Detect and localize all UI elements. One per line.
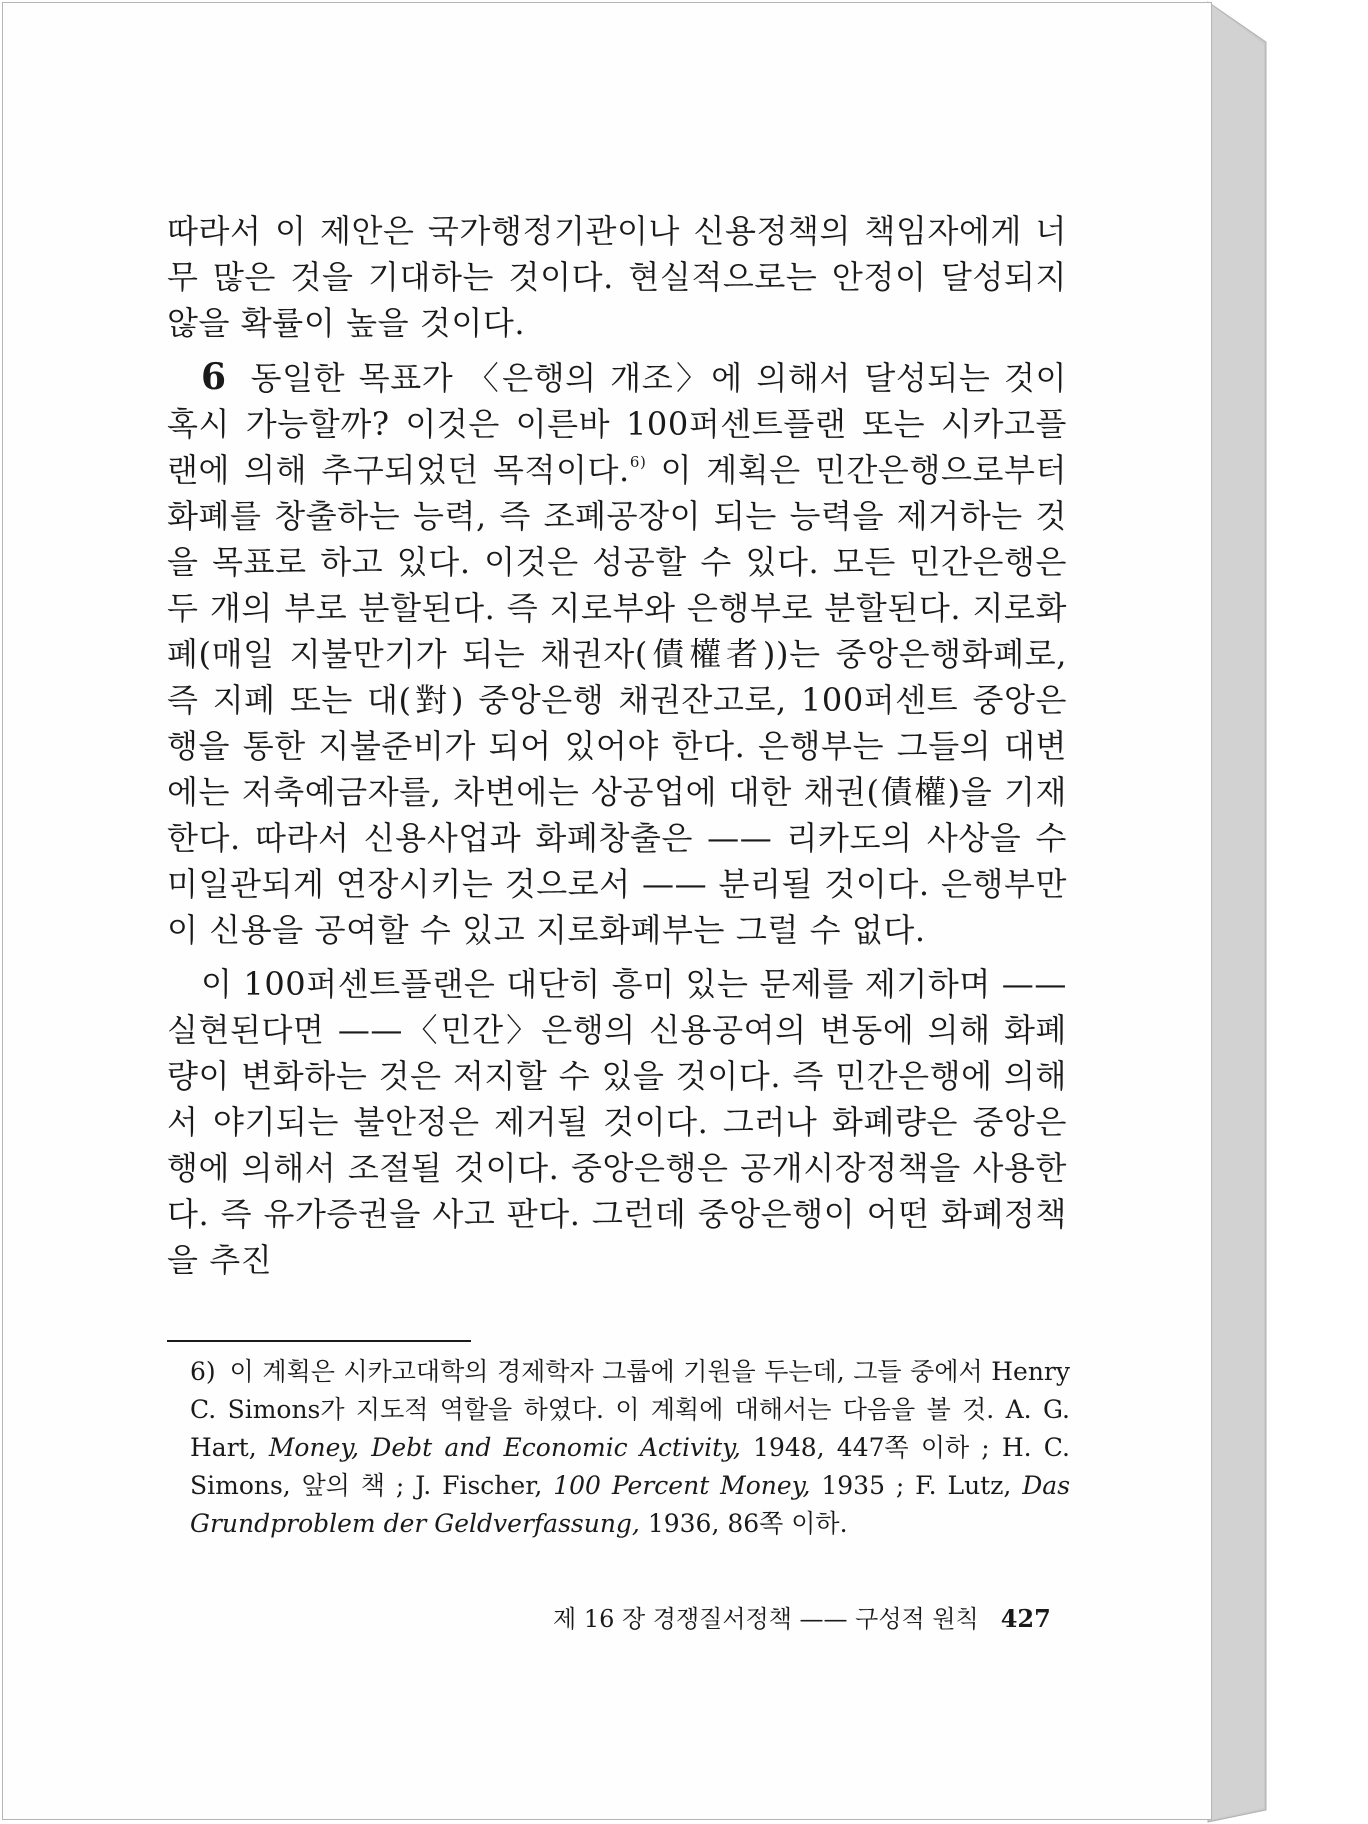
paragraph-2-text-a: 동일한 목표가 〈은행의 개조〉에 의해서 달성되는 것이 혹시 가능할까? 이것은 이른바 100퍼센트플랜 또는 시카고플랜에 의해 추구되었던 목적이다. — [167, 359, 1067, 489]
footnote-number: 6) — [190, 1357, 216, 1386]
footnote-divider — [167, 1340, 471, 1342]
footnote-reference: 6) — [629, 453, 647, 471]
footnote-text-2: 1948, 447쪽 이하 ; H. C. Simons, 앞의 책 ; J. Fischer, — [190, 1433, 1070, 1500]
paragraph-2 — [167, 354, 1067, 953]
footnote-text-3: 1935 ; F. Lutz, — [810, 1471, 1023, 1500]
paragraph-1: 따라서 이 제안은 국가행정기관이나 신용정책의 책임자에게 너무 많은 것을 기대하는 것이다. 현실적으로는 안정이 달성되지 않을 확률이 높을 것이다. — [167, 212, 1067, 342]
page-number: 427 — [1000, 1604, 1051, 1633]
footnote-text-4: 1936, 86쪽 이하. — [639, 1509, 848, 1538]
paragraph-3: 이 100퍼센트플랜은 대단히 흥미 있는 문제를 제기하며 —— 실현된다면 ——〈민간〉은행의 신용공여의 변동에 의해 화폐량이 변화하는 것은 저지할 수 있을 것이다. 즉 민간은행에 의해서 야기되는 불안정은 제거될 것이다. 그러나 화폐량은 중앙은행에 의해서 조절될 것이다. 중앙은행은 공개시장정책을 사용한다. 즉 유가증권을 사고 판다. 그런데 중앙은행이 어떤 화폐정책을 추진 — [167, 965, 1067, 1279]
chapter-title: 제 16 장 경쟁질서정책 —— 구성적 원칙 — [553, 1605, 979, 1633]
section-number: 6 — [201, 356, 227, 398]
footnote-title-3: Das Grundproblem der Geldverfassung, — [190, 1471, 1071, 1538]
footnote-title-1: Money, Debt and Economic Activity, — [268, 1433, 741, 1462]
paragraph-2-text-b: 이 계획은 민간은행으로부터 화폐를 창출하는 능력, 즉 조폐공장이 되는 능력을 제거하는 것을 목표로 하고 있다. 이것은 성공할 수 있다. 모든 민간은행은 두 개의 부로 분할된다. 즉 지로부와 은행부로 분할된다. 지로화폐(매일 지불만기가 되는 채권자(債權者))는 중앙은행화폐로, 즉 지폐 또는 대(對) 중앙은행 채권잔고로, 100퍼센트 중앙은행을 통한 지불준비가 되어 있어야 한다. 은행부는 그들의 대변에는 저축예금자를, 차변에는 상공업에 대한 채권(債權)을 기재한다. 따라서 신용사업과 화폐창출은 —— 리카도의 사상을 수미일관되게 연장시키는 것으로서 —— 분리될 것이다. 은행부만이 신용을 공여할 수 있고 지로화폐부는 그럴 수 없다. — [167, 451, 1067, 949]
running-footer — [553, 1599, 1073, 1634]
footnote-title-2: 100 Percent Money, — [553, 1471, 811, 1500]
body-text — [167, 208, 1067, 1283]
footnote — [190, 1353, 1070, 1543]
footnote-text-1: 이 계획은 시카고대학의 경제학자 그룹에 기원을 두는데, 그들 중에서 Henry C. Simons가 지도적 역할을 하였다. 이 계획에 대해서는 다음을 볼 것. A. G. Hart, — [190, 1357, 1070, 1462]
